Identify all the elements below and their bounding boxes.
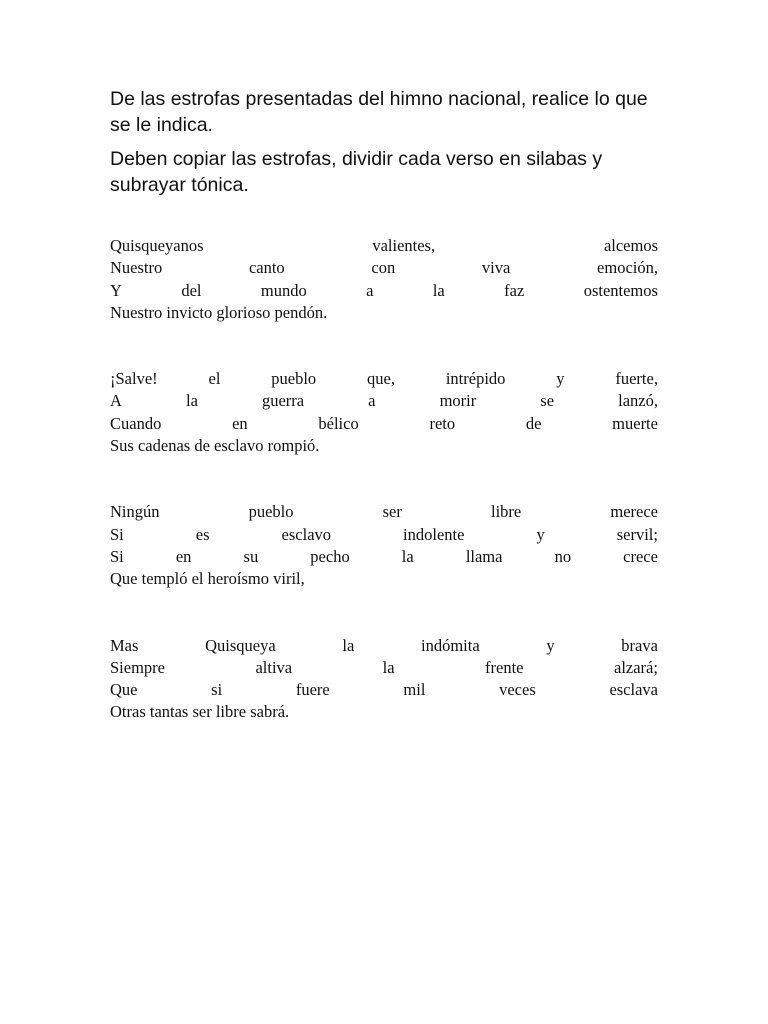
verse-word: Cuando xyxy=(110,413,162,433)
verse-word: faz xyxy=(504,280,525,300)
verse-word: reto xyxy=(429,413,456,433)
verse-word: ser xyxy=(382,502,402,522)
verse-word: pueblo xyxy=(248,502,294,522)
verse-word: la xyxy=(382,657,395,677)
stanza xyxy=(110,501,658,590)
verse xyxy=(110,390,658,412)
verse-word: merece xyxy=(610,502,658,522)
verse-word: con xyxy=(371,258,396,278)
verse-word: esclavo xyxy=(281,524,332,544)
verse-word: de xyxy=(525,413,542,433)
verse-word: se xyxy=(540,391,555,411)
verse-word: fuerte, xyxy=(615,369,658,389)
verse xyxy=(110,235,658,257)
verse xyxy=(110,679,658,701)
verse xyxy=(110,657,658,679)
verse-word: del xyxy=(181,280,202,300)
verse-word: es xyxy=(195,524,210,544)
verse xyxy=(110,635,658,657)
verse-word: ostentemos xyxy=(583,280,658,300)
verse-word: que, xyxy=(367,369,395,389)
verse-word: fuere xyxy=(295,680,330,700)
verse-word: su xyxy=(243,546,259,566)
stanza xyxy=(110,635,658,724)
verse-word: mundo xyxy=(260,280,307,300)
verse-word: Siempre xyxy=(110,657,165,677)
verse-word: no xyxy=(554,546,572,566)
verse-word: la xyxy=(185,391,198,411)
verse xyxy=(110,368,658,390)
verse-word: en xyxy=(232,413,248,433)
verse-word: intrépido xyxy=(445,369,506,389)
verse-word: indolente xyxy=(403,524,465,544)
verse-word: el xyxy=(208,369,221,389)
verse-word: muerte xyxy=(612,413,658,433)
verse-word: la xyxy=(432,280,445,300)
verse-word: Ningún xyxy=(110,502,160,522)
verse-word: la xyxy=(401,546,414,566)
verse-word: Quisqueya xyxy=(205,635,276,655)
verse-word: lanzó, xyxy=(618,391,658,411)
verse-word: Si xyxy=(110,546,124,566)
instruction-paragraph: De las estrofas presentadas del himno nacional, realice lo que se le indica. xyxy=(110,88,648,136)
verse-word: mil xyxy=(403,680,426,700)
verse xyxy=(110,501,658,523)
verse-word: en xyxy=(175,546,192,566)
verse-word: Mas xyxy=(110,635,139,655)
verse-word: Si xyxy=(110,524,124,544)
verse-word: frente xyxy=(485,657,524,677)
stanza xyxy=(110,368,658,457)
verse-word: Que xyxy=(110,680,138,700)
verse: Otras tantas ser libre sabrá. xyxy=(110,702,290,722)
verse-word: Y xyxy=(110,280,122,300)
verse-word: libre xyxy=(491,502,522,522)
verse xyxy=(110,524,658,546)
verse xyxy=(110,257,658,279)
verse-word: pecho xyxy=(310,546,350,566)
verse-word: alzará; xyxy=(614,657,658,677)
verse-word: a xyxy=(368,391,376,411)
anthem-stanzas xyxy=(110,235,658,724)
verse-word: la xyxy=(342,635,355,655)
instructions xyxy=(110,86,670,198)
verse-word: indómita xyxy=(420,635,480,655)
verse-word: altiva xyxy=(255,657,293,677)
verse-word: crece xyxy=(623,546,658,566)
verse-word: canto xyxy=(248,258,285,278)
verse-word: viva xyxy=(481,258,511,278)
verse-word: y xyxy=(536,524,545,544)
verse-word: valientes, xyxy=(372,236,436,255)
verse-word: veces xyxy=(499,680,536,700)
verse-word: y xyxy=(546,635,555,655)
verse-word: alcemos xyxy=(603,236,658,255)
verse xyxy=(110,280,658,302)
stanza xyxy=(110,235,658,324)
verse-word: si xyxy=(211,680,223,700)
verse: Nuestro invicto glorioso pendón. xyxy=(110,302,328,322)
verse-word: morir xyxy=(439,391,477,411)
verse-word: a xyxy=(366,280,374,300)
verse-word: llama xyxy=(465,546,503,566)
verse: Sus cadenas de esclavo rompió. xyxy=(110,436,320,456)
verse-word: Quisqueyanos xyxy=(110,236,204,255)
verse xyxy=(110,413,658,435)
instruction-paragraph: Deben copiar las estrofas, dividir cada verso en silabas y subrayar tónica. xyxy=(110,148,603,196)
verse-word: guerra xyxy=(261,391,305,411)
verse-word: A xyxy=(110,391,122,411)
verse-word: brava xyxy=(621,635,658,655)
verse-word: ¡Salve! xyxy=(110,369,158,389)
verse-word: esclava xyxy=(609,680,658,700)
verse-word: servil; xyxy=(616,524,658,544)
verse-word: bélico xyxy=(318,413,359,433)
verse-word: pueblo xyxy=(271,369,317,389)
verse: Que templó el heroísmo viril, xyxy=(110,569,305,589)
verse xyxy=(110,546,658,568)
verse-word: emoción, xyxy=(597,258,658,278)
verse-word: y xyxy=(556,369,565,389)
verse-word: Nuestro xyxy=(110,258,163,278)
